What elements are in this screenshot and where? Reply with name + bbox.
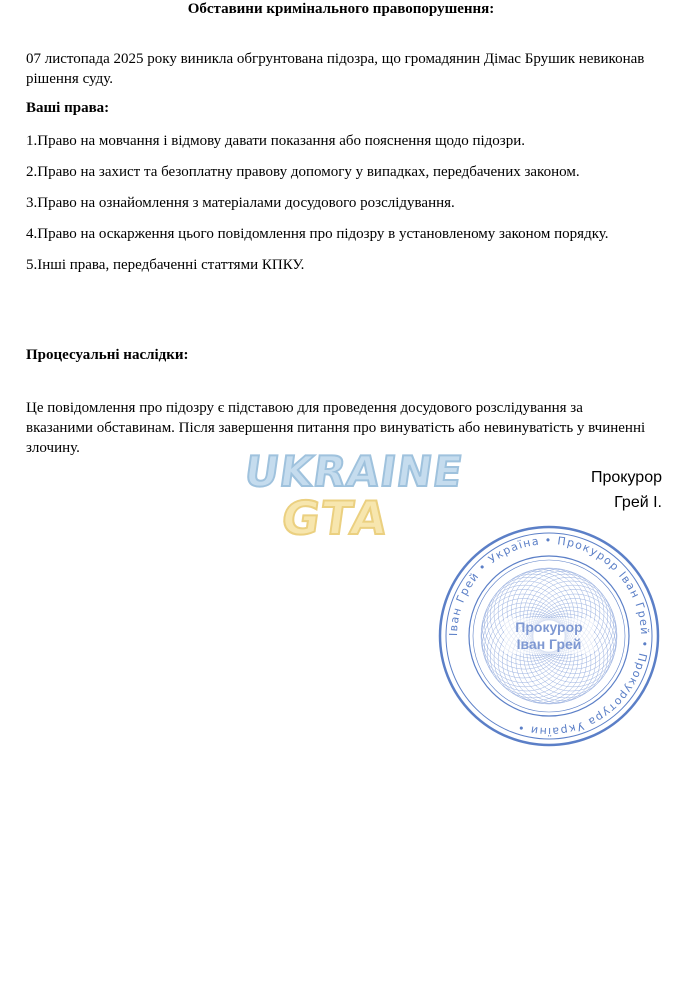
- right-item-1: 1.Право на мовчання і відмову давати показання або пояснення щодо підозри.: [26, 133, 525, 149]
- svg-text:UKRAINE: UKRAINE: [241, 447, 467, 496]
- seal-ring-text: Іван Грей • Україна • Прокурор Іван Грей • Прокуротура України •: [446, 533, 652, 739]
- right-item-5: 5.Інші права, передбаченні статтями КПКУ.: [26, 257, 305, 273]
- right-item-2: 2.Право на захист та безоплатну правову допомогу у випадках, передбачених законом.: [26, 164, 580, 180]
- prosecutor-seal-stamp: [438, 525, 660, 747]
- seal-center-line1: Прокурор: [515, 619, 583, 635]
- consequences-heading: Процесуальні наслідки:: [26, 347, 189, 363]
- signature-name: Грей І.: [614, 494, 662, 511]
- ukraine-gta-watermark-logo: [241, 442, 467, 545]
- rights-heading: Ваші права:: [26, 100, 110, 116]
- page-title: Обставини кримінального правопорушення:: [187, 1, 495, 17]
- seal-center-line2: Іван Грей: [516, 636, 582, 652]
- right-item-4: 4.Право на оскарження цього повідомлення про підозру в установленому законом порядку.: [26, 226, 609, 242]
- svg-text:GTA: GTA: [278, 491, 393, 545]
- signature-position: Прокурор: [591, 469, 662, 486]
- circumstances-paragraph: 07 листопада 2025 року виникла обгрунтована підозра, що громадянин Дімас Брушик невиконав рішення суду.: [26, 51, 645, 87]
- right-item-3: 3.Право на ознайомлення з матеріалами досудового розслідування.: [26, 195, 455, 211]
- consequences-paragraph: Це повідомлення про підозру є підставою для проведення досудового розслідування за вказаними обставинам. Після завершення питання про винуватість або невинуватість у вчиненні злочину.: [26, 400, 646, 456]
